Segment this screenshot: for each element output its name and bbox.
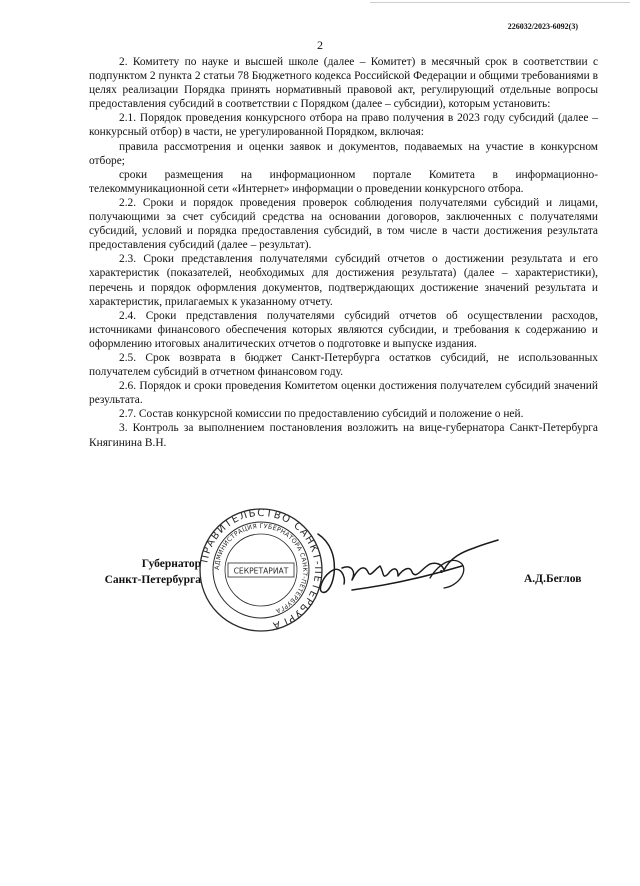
- document-body: [89, 55, 598, 450]
- official-stamp: [198, 507, 324, 633]
- stamp-center-text: СЕКРЕТАРИАТ: [233, 566, 289, 576]
- signatory-position: [89, 556, 201, 588]
- scan-artifact-line: [370, 2, 630, 3]
- paragraph-2-1-deadlines: сроки размещения на информационном портале Комитета в информационно-телекоммуникационной сети «Интернет» информации о проведении конкурсного отбора.: [89, 168, 598, 195]
- stamp-inner-text: АДМИНИСТРАЦИЯ ГУБЕРНАТОРА САНКТ-ПЕТЕРБУРГА: [213, 522, 309, 615]
- paragraph-2-7: 2.7. Состав конкурсной комиссии по предоставлению субсидий и положение о ней.: [119, 408, 524, 421]
- paragraph-2-5: 2.5. Срок возврата в бюджет Санкт-Петербурга остатков субсидий, не использованных получателем субсидий в отчетном финансовом году.: [89, 351, 598, 379]
- paragraph-2-1-rules: правила рассмотрения и оценки заявок и документов, подаваемых на участие в конкурсном отборе;: [89, 140, 598, 167]
- paragraph-2-1: 2.1. Порядок проведения конкурсного отбора на право получения в 2023 году субсидий (далее – конкурсный отбор) в части, не урегулированной Порядком, включая:: [89, 112, 598, 139]
- signatory-position-line1: Губернатор: [141, 558, 201, 570]
- paragraph-2-4: 2.4. Сроки представления получателями субсидий отчетов об осуществлении расходов, источниками финансового обеспечения которых являются субсидии, и требования к содержанию и оформлению итоговых аналитических отчетов о подготовке и выпуске издания.: [89, 309, 598, 350]
- ink-dot: [440, 570, 443, 573]
- paragraph-2: 2. Комитету по науке и высшей школе (далее – Комитет) в месячный срок в соответствии с подпунктом 2 пункта 2 статьи 78 Бюджетного кодекса Российской Федерации и общими требованиями в целях реализации Порядка принять нормативный правовой акт, регулирующий отдельные вопросы предоставления субсидий в соответствии с Порядком (далее – субсидии), которым установить:: [89, 56, 598, 111]
- page-number: 2: [317, 38, 323, 52]
- handwritten-signature: [312, 528, 502, 600]
- paragraph-2-3: 2.3. Сроки представления получателями субсидий отчетов о достижении результата и его характеристик (показателей, необходимых для достижения результата) (далее – характеристики), перечень и порядок оформления документов, подтверждающих достижение значений результата и характеристик, прилагаемых к указанному отчету.: [89, 253, 598, 308]
- signatory-position-line2: Санкт-Петербурга: [104, 574, 201, 586]
- signatory-name: А.Д.Беглов: [524, 573, 582, 585]
- paragraph-2-6: 2.6. Порядок и сроки проведения Комитетом оценки достижения получателем субсидий значений результата.: [89, 380, 598, 407]
- paragraph-2-2: 2.2. Сроки и порядок проведения проверок соблюдения получателями субсидий и лицами, получающими за счет субсидий средства на основании договоров, заключенных с получателями субсидий, условий и порядка предоставления субсидий, в том числе в части достижения результата предоставления субсидий (далее – результат).: [89, 196, 598, 252]
- document-number: 226032/2023-6092(3): [507, 22, 578, 31]
- paragraph-3: 3. Контроль за выполнением постановления возложить на вице-губернатора Санкт-Петербурга Княгинина В.Н.: [89, 422, 598, 449]
- stamp-outer-text: ПРАВИТЕЛЬСТВО САНКТ-ПЕТЕРБУРГА: [199, 507, 324, 631]
